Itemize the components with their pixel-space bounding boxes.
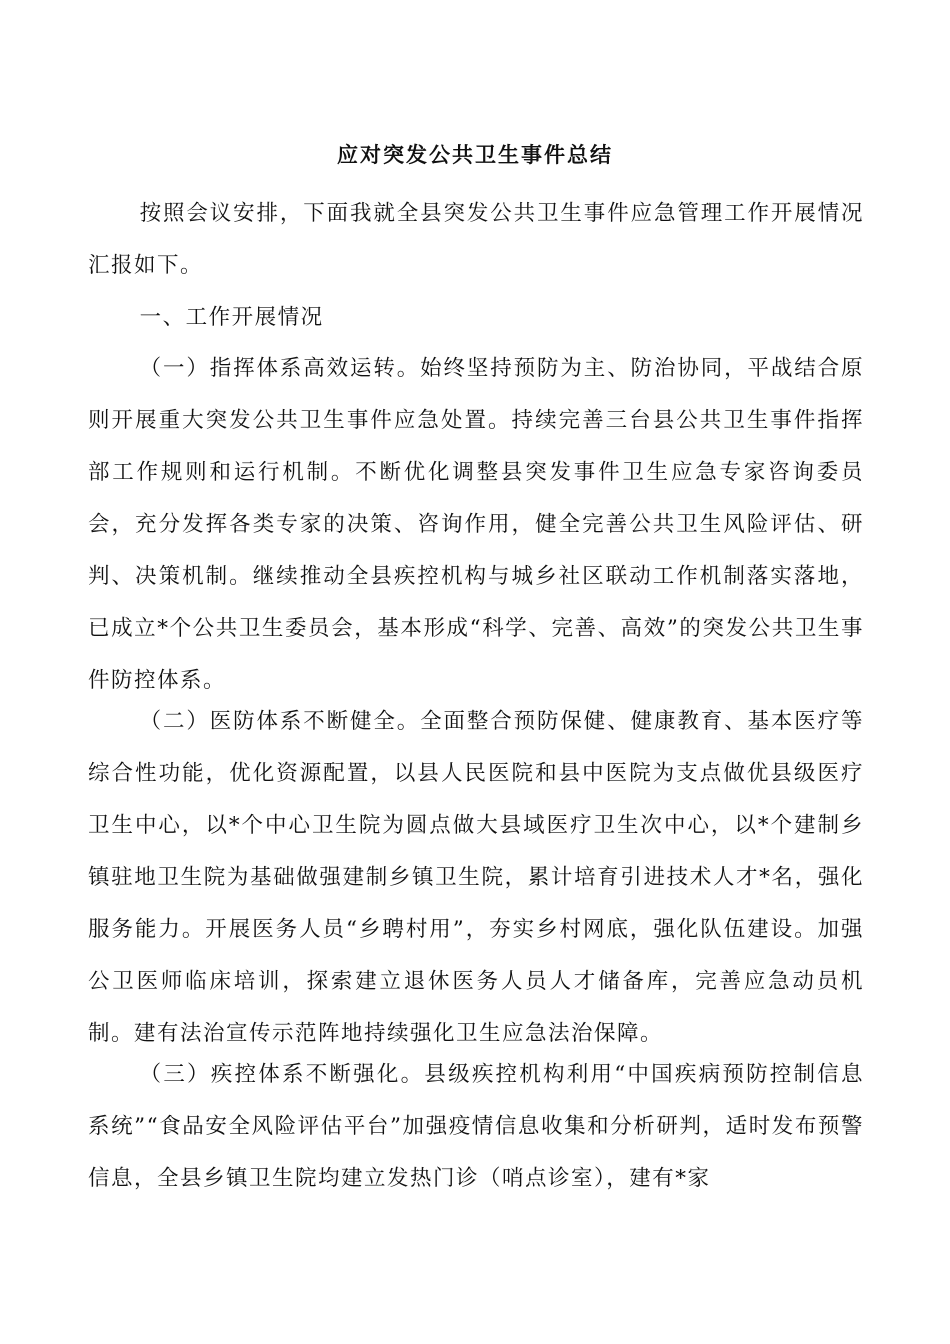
paragraph-disease-control: （三）疾控体系不断强化。县级疾控机构利用“中国疾病预防控制信息系统”“食品安全风险评估平台”加强疫情信息收集和分析研判，适时发布预警信息，全县乡镇卫生院均建立发热门诊（哨点诊室），建有*家 [88,1062,864,1191]
paragraph-medical-system: （二）医防体系不断健全。全面整合预防保健、健康教育、基本医疗等综合性功能，优化资源配置，以县人民医院和县中医院为支点做优县级医疗卫生中心，以*个中心卫生院为圆点做大县域医疗卫生次中心，以*个建制乡镇驻地卫生院为基础做强建制乡镇卫生院，累计培育引进技术人才*名，强化服务能力。开展医务人员“乡聘村用”，夯实乡村网底，强化队伍建设。加强公卫医师临床培训，探索建立退休医务人员人才储备库，完善应急动员机制。建有法治宣传示范阵地持续强化卫生应急法治保障。 [88,709,864,1046]
section-heading: 一、工作开展情况 [139,305,324,330]
document-body [88,0,864,1344]
intro-paragraph: 按照会议安排，下面我就全县突发公共卫生事件应急管理工作开展情况汇报如下。 [88,201,864,278]
paragraph-command-system: （一）指挥体系高效运转。始终坚持预防为主、防治协同，平战结合原则开展重大突发公共卫生事件应急处置。持续完善三台县公共卫生事件指挥部工作规则和运行机制。不断优化调整县突发事件卫生应急专家咨询委员会，充分发挥各类专家的决策、咨询作用，健全完善公共卫生风险评估、研判、决策机制。继续推动全县疾控机构与城乡社区联动工作机制落实落地，已成立*个公共卫生委员会，基本形成“科学、完善、高效”的突发公共卫生事件防控体系。 [88,356,864,693]
document-title: 应对突发公共卫生事件总结 [337,142,613,167]
